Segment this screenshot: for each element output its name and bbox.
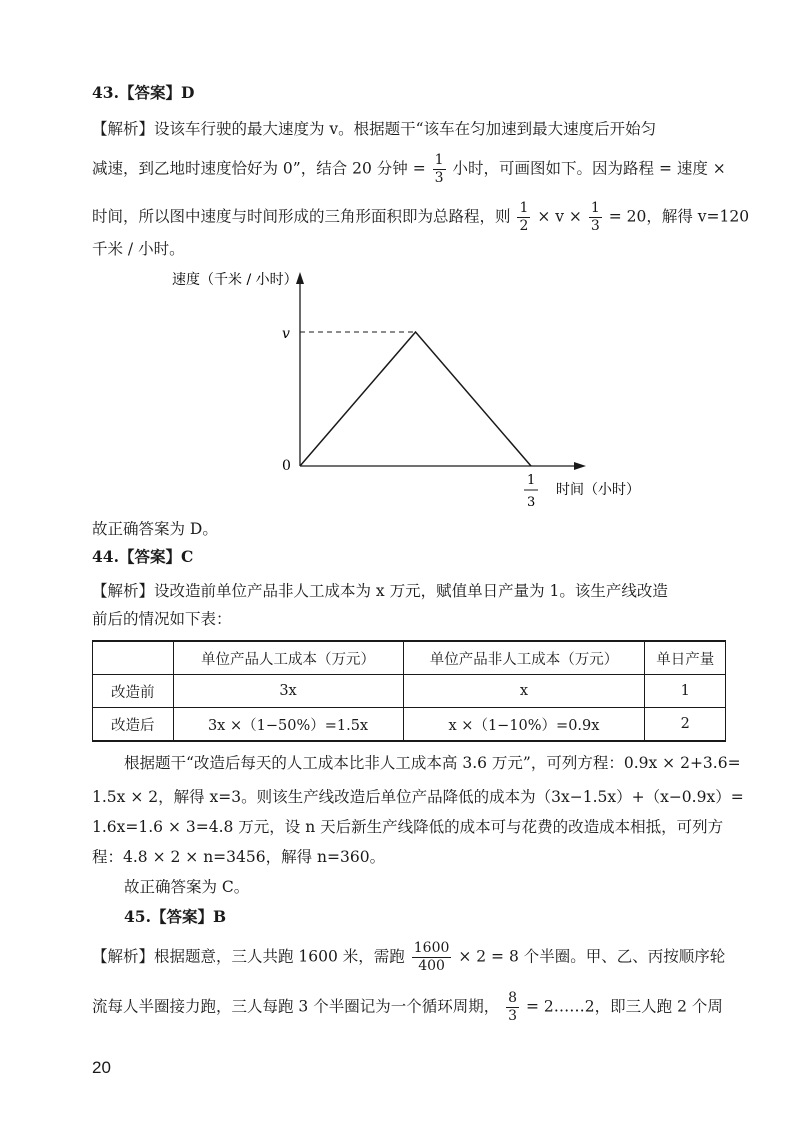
q43-line-3-tail: = 20，解得 v=120 <box>608 207 750 226</box>
fraction-one-third-b <box>589 200 602 235</box>
q45-line-2 <box>92 990 723 1025</box>
q44-after-3: 1.6x=1.6 × 3=4.8 万元，设 n 天后新生产线降低的成本可与花费的改造成本相抵，可列方 <box>92 818 724 836</box>
q44-heading: 44.【答案】C <box>92 547 194 566</box>
fraction-numerator: 1 <box>519 200 529 216</box>
q45-line-2-tail: = 2……2，即三人跑 2 个周 <box>526 997 723 1016</box>
fraction-denominator: 2 <box>519 218 529 234</box>
q45-line-1 <box>92 940 725 975</box>
table-cell: 3x ×（1−50%）=1.5x <box>173 708 403 742</box>
q45-line-1-tail: × 2 = 8 个半圈。甲、乙、丙按顺序轮 <box>458 947 726 966</box>
table-cell: 3x <box>173 675 403 708</box>
fraction-1600-over-400 <box>412 940 452 975</box>
table-header-cell: 单位产品人工成本（万元） <box>173 641 403 675</box>
q44-after-2: 1.5x × 2，解得 x=3。则该生产线改造后单位产品降低的成本为（3x−1.5x）+（x−0.9x）= <box>92 788 744 806</box>
table-cell: 1 <box>645 675 726 708</box>
q43-line-2 <box>92 152 726 187</box>
fraction-8-over-3 <box>506 990 519 1025</box>
q43-conclusion: 故正确答案为 D。 <box>92 520 218 538</box>
q43-line-3-mid: × v × <box>537 207 582 226</box>
x-end-tick-denominator: 3 <box>527 495 536 510</box>
q44-line-2: 前后的情况如下表： <box>92 610 232 628</box>
fraction-denominator: 3 <box>434 170 444 186</box>
table-cell: 改造前 <box>93 675 174 708</box>
q43-heading: 43.【答案】D <box>92 83 195 102</box>
fraction-numerator: 8 <box>508 990 518 1006</box>
q45-heading: 45.【答案】B <box>124 907 227 926</box>
fraction-one-half <box>517 200 530 235</box>
q44-conclusion: 故正确答案为 C。 <box>124 878 250 896</box>
q44-after-4: 程：4.8 × 2 × n=3456，解得 n=360。 <box>92 848 386 866</box>
y-axis-label: 速度（千米 / 小时） <box>172 272 298 288</box>
fraction-denominator: 400 <box>418 958 445 974</box>
table-cell: x ×（1−10%）=0.9x <box>403 708 645 742</box>
q44-after-1: 根据题干“改造后每天的人工成本比非人工成本高 3.6 万元”，可列方程：0.9x × 2+3.6= <box>124 754 741 772</box>
fraction-denominator: 3 <box>590 218 600 234</box>
cost-comparison-table <box>92 640 726 742</box>
q43-line-3 <box>92 200 749 235</box>
fraction-denominator: 3 <box>508 1008 518 1024</box>
table-header-cell <box>93 641 174 675</box>
velocity-time-chart <box>0 262 800 522</box>
table-header-cell: 单日产量 <box>645 641 726 675</box>
origin-label: 0 <box>282 458 291 474</box>
table-cell: 2 <box>645 708 726 742</box>
q44-line-1: 【解析】设改造前单位产品非人工成本为 x 万元，赋值单日产量为 1。该生产线改造 <box>92 582 668 600</box>
q43-line-4: 千米 / 小时。 <box>92 240 185 258</box>
table-row <box>93 708 726 742</box>
fraction-numerator: 1 <box>590 200 600 216</box>
table-row <box>93 675 726 708</box>
x-axis-label: 时间（小时） <box>556 482 640 498</box>
q45-line-1-text: 【解析】根据题意，三人共跑 1600 米，需跑 <box>92 947 405 966</box>
table-cell: 改造后 <box>93 708 174 742</box>
q43-line-2-text: 减速，到乙地时速度恰好为 0”，结合 20 分钟 = <box>92 159 426 178</box>
table-cell: x <box>403 675 645 708</box>
fraction-numerator: 1 <box>434 152 444 168</box>
fraction-numerator: 1600 <box>413 940 450 956</box>
velocity-series-line <box>300 332 531 466</box>
q43-line-1: 【解析】设该车行驶的最大速度为 v。根据题干“该车在匀加速到最大速度后开始匀 <box>92 120 657 138</box>
x-axis-arrow <box>574 462 586 470</box>
y-peak-label: v <box>282 326 290 342</box>
page-number: 20 <box>92 1058 111 1077</box>
fraction-one-third <box>433 152 446 187</box>
q43-line-2-tail: 小时，可画图如下。因为路程 = 速度 × <box>452 159 726 178</box>
table-header-cell: 单位产品非人工成本（万元） <box>403 641 645 675</box>
q45-line-2-text: 流每人半圈接力跑，三人每跑 3 个半圈记为一个循环周期， <box>92 997 500 1016</box>
x-end-tick-numerator: 1 <box>527 473 536 488</box>
q43-line-3-text: 时间，所以图中速度与时间形成的三角形面积即为总路程，则 <box>92 207 511 226</box>
table-header-row <box>93 641 726 675</box>
